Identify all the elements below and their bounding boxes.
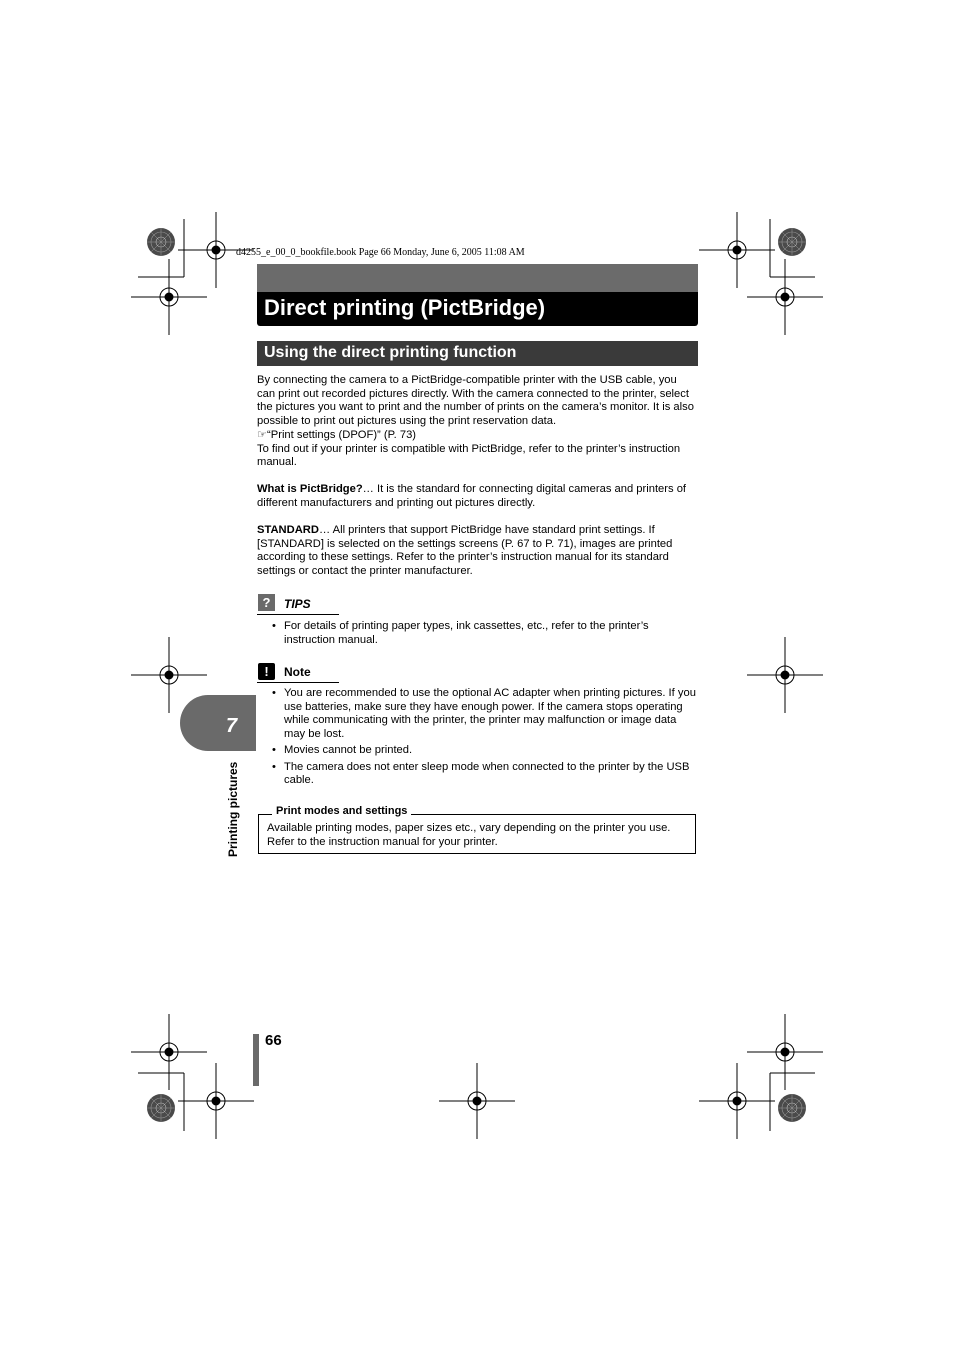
reference-text: “Print settings (DPOF)” (P. 73) — [267, 428, 417, 441]
page-title: Direct printing (PictBridge) — [264, 295, 546, 320]
note-label: Note — [284, 665, 311, 679]
section-heading: Using the direct printing function — [264, 344, 517, 361]
tips-underline — [257, 614, 339, 615]
what-is-paragraph — [257, 483, 697, 510]
chapter-side-label: Printing pictures — [226, 761, 240, 857]
file-info-header: d4255_e_00_0_bookfile.book Page 66 Monday, June 6, 2005 11:08 AM — [236, 247, 525, 258]
note-underline — [257, 682, 339, 683]
what-is-definition: … It is the standard for connecting digital cameras and printers of different manufacturers and printing out pictures directly. — [257, 483, 687, 509]
chapter-tab — [180, 695, 256, 751]
exclamation-icon: ! — [258, 663, 275, 680]
question-icon: ? — [258, 594, 275, 611]
standard-definition: … All printers that support PictBridge have standard print settings. If [STANDARD] is selected on the settings screens (P. 67 to P. 71), images are printed according to these settings. Refer to the printer’s instruction manual for its standard settings or contact the printer manufacturer. — [257, 524, 673, 578]
list-item: • Movies cannot be printed. — [272, 744, 413, 757]
print-modes-text: Available printing modes, paper sizes etc., vary depending on the printer you use. Refer to the instruction manual for your printer. — [267, 822, 671, 848]
reference-icon: ☞ — [257, 428, 268, 441]
title-bar-top — [257, 264, 698, 292]
standard-term: STANDARD — [257, 524, 319, 536]
standard-paragraph — [257, 524, 697, 579]
reference-line — [257, 429, 697, 443]
intro-text: By connecting the camera to a PictBridge-compatible printer with the USB cable, you can print out recorded pictures directly. With the camera connected to the printer, select the pictures you want to print and the number of prints on the camera’s monitor. It is also possible to print out pictures using the print reservation data. — [257, 374, 694, 428]
compatibility-text: To find out if your printer is compatible with PictBridge, refer to the printer’s instruction manual. — [257, 442, 681, 469]
tips-label: TIPS — [284, 597, 311, 611]
tips-list — [270, 620, 700, 650]
page-number: 66 — [265, 1032, 282, 1049]
what-is-term: What is PictBridge? — [257, 483, 363, 495]
list-item: • You are recommended to use the optional AC adapter when printing pictures. If you use batteries, make sure they have enough power. If the camera stops operating while communicating with the printer, the printer may malfunction or image data may be lost. — [272, 687, 696, 741]
chapter-number: 7 — [226, 715, 238, 737]
print-modes-title: Print modes and settings — [272, 805, 411, 817]
page-number-bar — [253, 1034, 259, 1086]
list-item: • The camera does not enter sleep mode when connected to the printer by the USB cable. — [272, 760, 690, 787]
note-list — [270, 687, 700, 790]
list-item: • For details of printing paper types, ink cassettes, etc., refer to the printer’s instruction manual. — [272, 620, 649, 646]
intro-paragraph — [257, 374, 697, 470]
